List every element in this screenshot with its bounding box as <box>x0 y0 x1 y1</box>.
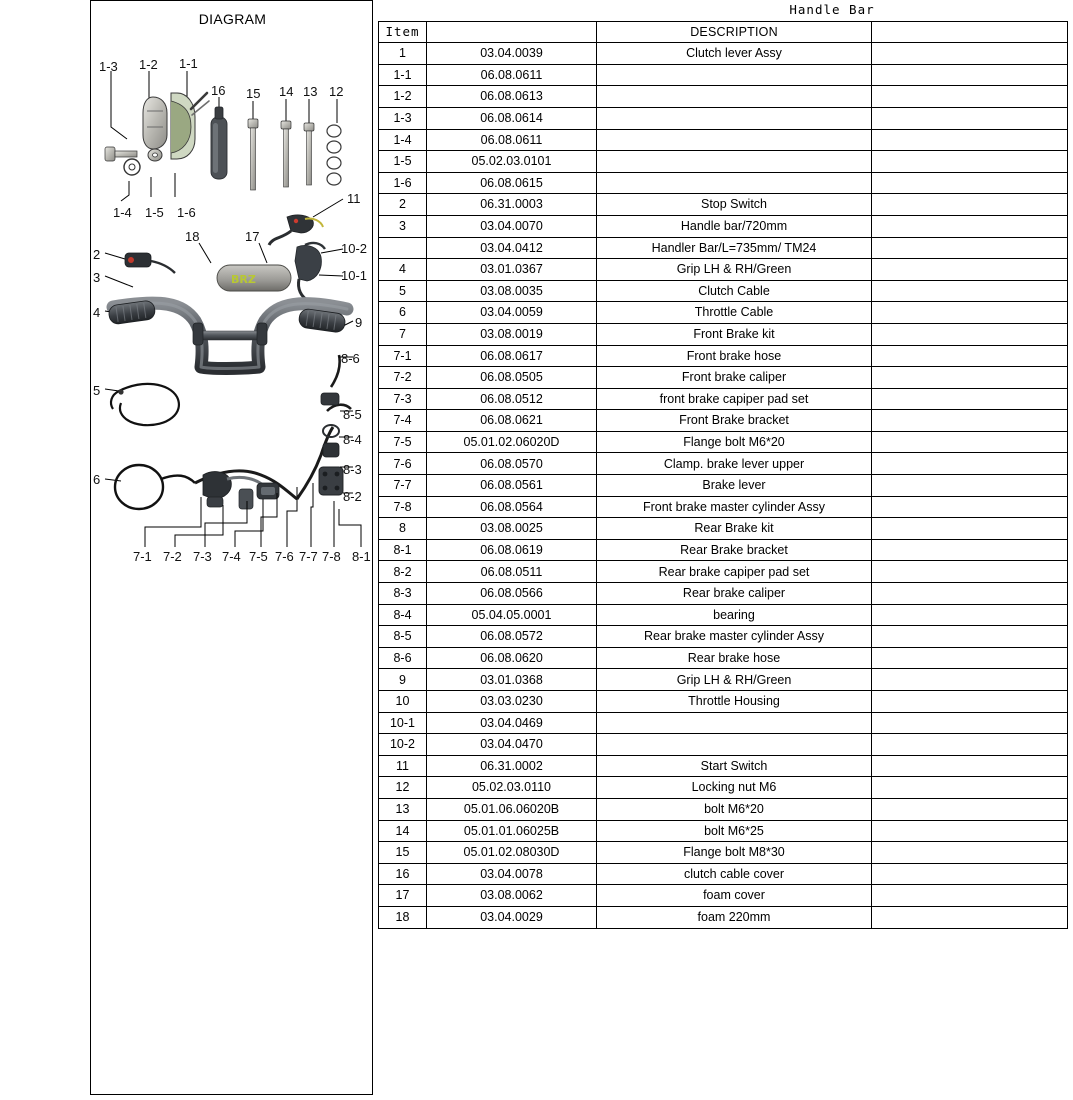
cell-item: 14 <box>379 820 427 842</box>
cell-item: 8-5 <box>379 626 427 648</box>
cell-description: Rear brake hose <box>597 647 872 669</box>
cell-item: 7-5 <box>379 431 427 453</box>
table-row <box>379 712 1068 734</box>
table-row <box>379 345 1068 367</box>
cell-item: 1-5 <box>379 151 427 173</box>
cell-item: 7-2 <box>379 367 427 389</box>
table-row <box>379 820 1068 842</box>
table-row <box>379 755 1068 777</box>
cell-part: 03.04.0070 <box>427 215 597 237</box>
cell-note <box>872 863 1068 885</box>
cell-item: 2 <box>379 194 427 216</box>
cell-part: 03.04.0059 <box>427 302 597 324</box>
cell-description: Rear Brake bracket <box>597 539 872 561</box>
cell-description: Rear brake caliper <box>597 583 872 605</box>
cell-item: 7-8 <box>379 496 427 518</box>
cell-note <box>872 172 1068 194</box>
cell-note <box>872 43 1068 65</box>
cell-note <box>872 496 1068 518</box>
cell-item: 10-1 <box>379 712 427 734</box>
callout-6: 6 <box>93 472 101 487</box>
callout-13: 13 <box>303 84 318 99</box>
cell-part: 06.08.0505 <box>427 367 597 389</box>
cell-part: 05.01.02.08030D <box>427 842 597 864</box>
cell-part: 05.01.02.06020D <box>427 431 597 453</box>
table-row <box>379 280 1068 302</box>
cell-description: foam cover <box>597 885 872 907</box>
table-row <box>379 691 1068 713</box>
cell-part: 06.08.0620 <box>427 647 597 669</box>
cell-part: 06.08.0619 <box>427 539 597 561</box>
cell-item: 7-6 <box>379 453 427 475</box>
cell-item: 15 <box>379 842 427 864</box>
cell-part: 06.08.0615 <box>427 172 597 194</box>
cell-description <box>597 107 872 129</box>
cell-part: 03.04.0469 <box>427 712 597 734</box>
callout-7-8: 7-8 <box>322 549 341 564</box>
callout-7-1: 7-1 <box>133 549 152 564</box>
cell-description: Grip LH & RH/Green <box>597 669 872 691</box>
column-header-note <box>872 21 1068 43</box>
diagram-title: DIAGRAM <box>198 11 267 27</box>
cell-part: 05.02.03.0110 <box>427 777 597 799</box>
table-row <box>379 583 1068 605</box>
table-row <box>379 86 1068 108</box>
cell-note <box>872 64 1068 86</box>
table-row <box>379 906 1068 928</box>
cell-note <box>872 215 1068 237</box>
cell-note <box>872 129 1068 151</box>
callout-7-2: 7-2 <box>163 549 182 564</box>
cell-note <box>872 561 1068 583</box>
cell-part: 06.08.0561 <box>427 475 597 497</box>
table-row <box>379 734 1068 756</box>
cell-part: 06.08.0617 <box>427 345 597 367</box>
callout-14: 14 <box>279 84 294 99</box>
cell-item: 1-4 <box>379 129 427 151</box>
cell-description: Clamp. brake lever upper <box>597 453 872 475</box>
cell-part: 05.01.01.06025B <box>427 820 597 842</box>
cell-item: 1-2 <box>379 86 427 108</box>
callout-15: 15 <box>246 86 261 101</box>
cell-item: 17 <box>379 885 427 907</box>
callout-8-3: 8-3 <box>343 462 362 477</box>
cell-description: Throttle Housing <box>597 691 872 713</box>
cell-part: 05.01.06.06020B <box>427 798 597 820</box>
cell-item: 8 <box>379 518 427 540</box>
cell-part: 03.04.0412 <box>427 237 597 259</box>
cell-part: 06.08.0566 <box>427 583 597 605</box>
table-row <box>379 842 1068 864</box>
cell-description: front brake capiper pad set <box>597 388 872 410</box>
cell-note <box>872 237 1068 259</box>
diagram-panel <box>90 0 373 1095</box>
cell-description: Stop Switch <box>597 194 872 216</box>
cell-part: 05.02.03.0101 <box>427 151 597 173</box>
table-row <box>379 151 1068 173</box>
column-header-part <box>427 21 597 43</box>
cell-note <box>872 280 1068 302</box>
callout-8-2: 8-2 <box>343 489 362 504</box>
cell-note <box>872 431 1068 453</box>
cell-part: 03.01.0368 <box>427 669 597 691</box>
cell-note <box>872 410 1068 432</box>
cell-part: 06.08.0572 <box>427 626 597 648</box>
callout-1-5: 1-5 <box>145 205 164 220</box>
callout-9: 9 <box>355 315 363 330</box>
cell-item: 4 <box>379 259 427 281</box>
callout-12: 12 <box>329 84 344 99</box>
callout-1-3: 1-3 <box>99 59 118 74</box>
cell-note <box>872 712 1068 734</box>
cell-note <box>872 453 1068 475</box>
cell-item: 8-3 <box>379 583 427 605</box>
cell-description: Front Brake bracket <box>597 410 872 432</box>
callout-1-2: 1-2 <box>139 57 158 72</box>
cell-item: 7-3 <box>379 388 427 410</box>
cell-note <box>872 691 1068 713</box>
cell-description: Grip LH & RH/Green <box>597 259 872 281</box>
cell-item: 13 <box>379 798 427 820</box>
cell-description: Throttle Cable <box>597 302 872 324</box>
callout-7-7: 7-7 <box>299 549 318 564</box>
cell-part: 03.08.0025 <box>427 518 597 540</box>
cell-description: Front Brake kit <box>597 323 872 345</box>
callout-2: 2 <box>93 247 101 262</box>
table-row <box>379 885 1068 907</box>
cell-description: Front brake caliper <box>597 367 872 389</box>
cell-item: 6 <box>379 302 427 324</box>
cell-item: 8-1 <box>379 539 427 561</box>
cell-description: Locking nut M6 <box>597 777 872 799</box>
cell-item: 5 <box>379 280 427 302</box>
callout-10-2: 10-2 <box>341 241 368 256</box>
cell-description <box>597 734 872 756</box>
cell-part: 06.08.0511 <box>427 561 597 583</box>
cell-note <box>872 107 1068 129</box>
cell-description: Rear Brake kit <box>597 518 872 540</box>
cell-part: 03.04.0078 <box>427 863 597 885</box>
table-row <box>379 777 1068 799</box>
table-title: Handle Bar <box>789 2 875 18</box>
cell-part: 03.04.0470 <box>427 734 597 756</box>
cell-description: Front brake master cylinder Assy <box>597 496 872 518</box>
callout-7-3: 7-3 <box>193 549 212 564</box>
table-row <box>379 129 1068 151</box>
column-header-description: DESCRIPTION <box>597 21 872 43</box>
cell-note <box>872 906 1068 928</box>
cell-description: Handle bar/720mm <box>597 215 872 237</box>
parts-table-container <box>378 0 1073 929</box>
cell-description: Rear brake master cylinder Assy <box>597 626 872 648</box>
cell-note <box>872 475 1068 497</box>
cell-part: 03.04.0039 <box>427 43 597 65</box>
cell-part: 05.04.05.0001 <box>427 604 597 626</box>
cell-description: bolt M6*25 <box>597 820 872 842</box>
callout-4: 4 <box>93 305 101 320</box>
cell-note <box>872 302 1068 324</box>
table-row <box>379 518 1068 540</box>
cell-part: 03.08.0035 <box>427 280 597 302</box>
handlebar-exploded-diagram <box>91 31 374 576</box>
callout-5: 5 <box>93 383 101 398</box>
cell-item: 8-2 <box>379 561 427 583</box>
cell-item: 10-2 <box>379 734 427 756</box>
table-row <box>379 863 1068 885</box>
column-header-item: Item <box>379 21 427 43</box>
cell-part: 03.04.0029 <box>427 906 597 928</box>
cell-item: 9 <box>379 669 427 691</box>
cell-description: Front brake hose <box>597 345 872 367</box>
cell-part: 06.08.0621 <box>427 410 597 432</box>
cell-item: 18 <box>379 906 427 928</box>
cell-description: Flange bolt M8*30 <box>597 842 872 864</box>
cell-part: 06.08.0512 <box>427 388 597 410</box>
callout-8-5: 8-5 <box>343 407 362 422</box>
cell-note <box>872 388 1068 410</box>
cell-description: Rear brake capiper pad set <box>597 561 872 583</box>
title-spacer <box>379 0 597 21</box>
cell-part: 06.08.0564 <box>427 496 597 518</box>
callout-1-6: 1-6 <box>177 205 196 220</box>
cell-item: 3 <box>379 215 427 237</box>
table-row <box>379 496 1068 518</box>
cell-description <box>597 172 872 194</box>
cell-description <box>597 86 872 108</box>
cell-note <box>872 345 1068 367</box>
table-row <box>379 410 1068 432</box>
cell-description: clutch cable cover <box>597 863 872 885</box>
cell-part: 06.31.0002 <box>427 755 597 777</box>
table-row <box>379 367 1068 389</box>
cell-note <box>872 755 1068 777</box>
table-row <box>379 194 1068 216</box>
cell-part: 03.08.0019 <box>427 323 597 345</box>
callout-1-1: 1-1 <box>179 56 198 71</box>
cell-note <box>872 777 1068 799</box>
callout-8-4: 8-4 <box>343 432 362 447</box>
cell-note <box>872 604 1068 626</box>
callout-3: 3 <box>93 270 101 285</box>
table-row <box>379 237 1068 259</box>
table-row <box>379 561 1068 583</box>
table-row <box>379 431 1068 453</box>
cell-note <box>872 151 1068 173</box>
table-row <box>379 215 1068 237</box>
callout-16: 16 <box>211 83 226 98</box>
cell-part: 03.08.0062 <box>427 885 597 907</box>
cell-description: Handler Bar/L=735mm/ TM24 <box>597 237 872 259</box>
cell-description: Clutch Cable <box>597 280 872 302</box>
callout-1-4: 1-4 <box>113 205 132 220</box>
svg-text:BRZ: BRZ <box>231 273 256 286</box>
callout-8-1: 8-1 <box>352 549 371 564</box>
cell-item <box>379 237 427 259</box>
cell-part: 03.01.0367 <box>427 259 597 281</box>
table-header-row <box>379 21 1068 43</box>
table-row <box>379 259 1068 281</box>
cell-note <box>872 885 1068 907</box>
cell-item: 8-6 <box>379 647 427 669</box>
cell-description: foam 220mm <box>597 906 872 928</box>
cell-note <box>872 820 1068 842</box>
cell-note <box>872 194 1068 216</box>
cell-note <box>872 842 1068 864</box>
cell-note <box>872 367 1068 389</box>
cell-note <box>872 259 1068 281</box>
table-row <box>379 798 1068 820</box>
cell-description: Flange bolt M6*20 <box>597 431 872 453</box>
cell-description: Clutch lever Assy <box>597 43 872 65</box>
cell-item: 7-7 <box>379 475 427 497</box>
callout-7-5: 7-5 <box>249 549 268 564</box>
table-row <box>379 626 1068 648</box>
callout-17: 17 <box>245 229 260 244</box>
callout-7-4: 7-4 <box>222 549 241 564</box>
table-row <box>379 302 1068 324</box>
table-row <box>379 475 1068 497</box>
cell-note <box>872 323 1068 345</box>
callout-10-1: 10-1 <box>341 268 368 283</box>
cell-part: 06.08.0614 <box>427 107 597 129</box>
cell-item: 1 <box>379 43 427 65</box>
cell-note <box>872 734 1068 756</box>
callout-11: 11 <box>347 191 361 206</box>
cell-description <box>597 151 872 173</box>
cell-description: bearing <box>597 604 872 626</box>
cell-item: 1-3 <box>379 107 427 129</box>
callout-7-6: 7-6 <box>275 549 294 564</box>
table-row <box>379 388 1068 410</box>
table-row <box>379 669 1068 691</box>
cell-part: 06.08.0570 <box>427 453 597 475</box>
cell-description <box>597 712 872 734</box>
table-row <box>379 647 1068 669</box>
cell-note <box>872 583 1068 605</box>
cell-description <box>597 129 872 151</box>
cell-part: 06.08.0613 <box>427 86 597 108</box>
cell-description <box>597 64 872 86</box>
cell-item: 1-1 <box>379 64 427 86</box>
cell-item: 1-6 <box>379 172 427 194</box>
diagram-svg <box>91 31 374 576</box>
table-row <box>379 172 1068 194</box>
table-row <box>379 453 1068 475</box>
cell-note <box>872 539 1068 561</box>
table-row <box>379 604 1068 626</box>
cell-description: Brake lever <box>597 475 872 497</box>
cell-part: 06.08.0611 <box>427 129 597 151</box>
cell-item: 12 <box>379 777 427 799</box>
table-title-row <box>379 0 1068 21</box>
cell-part: 06.08.0611 <box>427 64 597 86</box>
cell-description: bolt M6*20 <box>597 798 872 820</box>
cell-note <box>872 798 1068 820</box>
cell-item: 16 <box>379 863 427 885</box>
cell-note <box>872 86 1068 108</box>
cell-item: 11 <box>379 755 427 777</box>
cell-item: 10 <box>379 691 427 713</box>
parts-table <box>378 0 1068 929</box>
table-row <box>379 539 1068 561</box>
cell-note <box>872 626 1068 648</box>
callout-8-6: 8-6 <box>341 351 360 366</box>
callout-18: 18 <box>185 229 200 244</box>
table-row <box>379 64 1068 86</box>
table-row <box>379 43 1068 65</box>
cell-part: 03.03.0230 <box>427 691 597 713</box>
table-row <box>379 323 1068 345</box>
cell-part: 06.31.0003 <box>427 194 597 216</box>
cell-note <box>872 647 1068 669</box>
cell-note <box>872 518 1068 540</box>
cell-item: 8-4 <box>379 604 427 626</box>
parts-table-body <box>379 0 1068 928</box>
cell-item: 7-4 <box>379 410 427 432</box>
cell-description: Start Switch <box>597 755 872 777</box>
cell-item: 7 <box>379 323 427 345</box>
cell-note <box>872 669 1068 691</box>
cell-item: 7-1 <box>379 345 427 367</box>
table-row <box>379 107 1068 129</box>
